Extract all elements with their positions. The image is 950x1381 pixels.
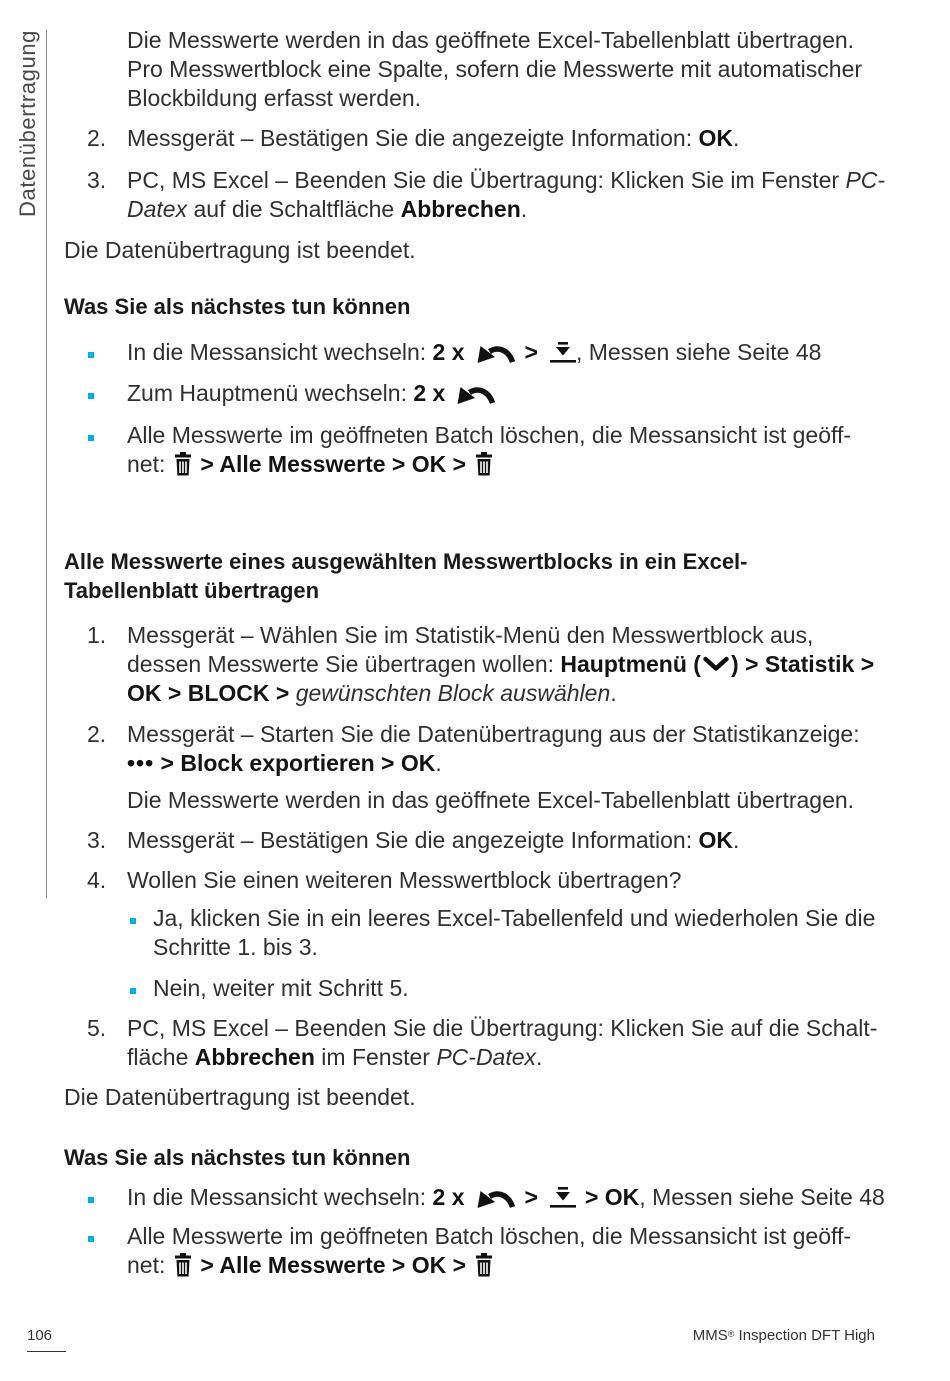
step-instruction: PC, MS Excel – Beenden Sie die Übertragung: Klicken Sie im Fenster <box>127 167 846 193</box>
step-instruction: im Fenster <box>314 1044 437 1070</box>
step-number: 1. <box>87 622 107 648</box>
page-number: 106 <box>27 1327 53 1344</box>
step-5 <box>87 1014 878 1072</box>
side-rule <box>46 30 47 898</box>
step-text <box>127 679 874 708</box>
step-number: 2. <box>87 125 107 151</box>
product-name <box>693 1326 875 1346</box>
item-text: Alle Messwerte im geöffneten Batch löschen, die Messansicht ist geöff- <box>127 422 852 448</box>
step-text <box>127 195 885 224</box>
more-menu-symbol: ••• <box>127 750 155 776</box>
bullet <box>130 988 136 994</box>
step-text <box>127 1043 877 1072</box>
step-text <box>127 166 885 195</box>
item-instruction: net: <box>127 1252 166 1278</box>
option-yes <box>153 904 875 962</box>
menu-path: ) > Statistik > <box>730 651 875 677</box>
step-3 <box>87 826 740 855</box>
step1-continuation <box>127 26 862 113</box>
step-number: 4. <box>87 867 107 893</box>
text-line: Die Messwerte werden in das geöffnete Excel-Tabellenblatt übertragen. <box>127 27 855 53</box>
option-text: Schritte 1. bis 3. <box>153 934 318 960</box>
product-brand: MMS <box>692 1327 728 1344</box>
bullet <box>88 1197 94 1203</box>
step-text <box>127 749 860 778</box>
item-instruction: net: <box>127 451 166 477</box>
trash-icon <box>475 1253 493 1277</box>
step-hint: gewünschten Block auswählen <box>295 680 611 706</box>
step-number: 2. <box>87 721 107 747</box>
registered-mark: ® <box>727 1329 735 1339</box>
menu-path: > Alle Messwerte > OK > <box>200 451 467 477</box>
section-heading <box>64 547 748 605</box>
chapter-side-tab: Datenübertragung <box>15 30 40 217</box>
step-2-result: Die Messwerte werden in das geöffnete Excel-Tabellenblatt übertragen. <box>127 787 855 813</box>
page-reference: , Messen siehe Seite 48 <box>639 1184 885 1210</box>
list-item <box>127 379 495 408</box>
step-number: 5. <box>87 1015 107 1041</box>
punctuation: . <box>536 1044 543 1070</box>
chevron-down-icon <box>703 656 729 672</box>
item-instruction: In die Messansicht wechseln: <box>127 1184 433 1210</box>
step-4 <box>87 866 682 895</box>
text-line: Blockbildung erfasst werden. <box>127 85 422 111</box>
list-item <box>127 338 821 367</box>
step-instruction: auf die Schaltfläche <box>187 196 401 222</box>
measure-view-icon <box>550 1185 576 1209</box>
step-3 <box>87 166 886 224</box>
step-text <box>127 124 739 153</box>
item-instruction: In die Messansicht wechseln: <box>127 339 433 365</box>
step-2 <box>87 720 860 778</box>
menu-path: OK > BLOCK > <box>127 680 296 706</box>
step-instruction: Messgerät – Bestätigen Sie die angezeigte Information: <box>127 125 699 151</box>
option-text: Nein, weiter mit Schritt 5. <box>153 975 409 1001</box>
item-text <box>127 379 495 408</box>
step-text: Messgerät – Wählen Sie im Statistik-Menü den Messwertblock aus, <box>127 622 814 648</box>
window-name: Datex <box>127 196 188 222</box>
bullet <box>88 393 94 399</box>
option-text: Ja, klicken Sie in ein leeres Excel-Tabellenfeld und wiederholen Sie die <box>153 905 876 931</box>
menu-path: > OK <box>584 1184 640 1210</box>
step-instruction: dessen Messwerte Sie übertragen wollen: <box>127 651 561 677</box>
window-name: PC-Datex <box>436 1044 537 1070</box>
step-text <box>127 650 874 679</box>
option-no <box>153 974 409 1003</box>
bullet <box>88 1236 94 1242</box>
step-number: 3. <box>87 167 107 193</box>
list-item <box>127 1222 851 1280</box>
heading-line: Alle Messwerte eines ausgewählten Messwertblocks in ein Excel- <box>64 549 748 574</box>
step-instruction: fläche <box>127 1044 195 1070</box>
item-text <box>127 1251 851 1280</box>
product-model: Inspection DFT High <box>734 1327 875 1344</box>
back-icon <box>475 1185 515 1209</box>
measure-view-icon <box>550 340 576 364</box>
list-item <box>127 421 851 479</box>
bullet <box>88 352 94 358</box>
trash-icon <box>475 452 493 476</box>
page-number-underline <box>27 1351 66 1352</box>
punctuation: . <box>520 196 528 222</box>
separator: > <box>524 1184 538 1210</box>
trash-icon <box>174 452 192 476</box>
next-steps-heading: Was Sie als nächstes tun können <box>64 1145 411 1170</box>
menu-path: > Alle Messwerte > OK > <box>200 1252 467 1278</box>
press-count: 2 x <box>432 1184 465 1210</box>
item-text <box>127 450 851 479</box>
next-steps-heading: Was Sie als nächstes tun können <box>64 294 411 319</box>
press-count: 2 x <box>432 339 465 365</box>
step-text: Wollen Sie einen weiteren Messwertblock übertragen? <box>127 867 682 893</box>
page-reference: , Messen siehe Seite 48 <box>575 339 822 365</box>
cancel-label: Abbrechen <box>194 1044 315 1070</box>
bullet <box>130 918 136 924</box>
step-number: 3. <box>87 827 107 853</box>
result-text: Die Datenübertragung ist beendet. <box>64 237 416 263</box>
step-1 <box>87 621 875 708</box>
punctuation: . <box>733 827 740 853</box>
press-count: 2 x <box>413 380 446 406</box>
menu-path: Hauptmenü ( <box>560 651 701 677</box>
item-text <box>127 338 821 367</box>
window-name: PC- <box>845 167 886 193</box>
menu-path: > Block exportieren > OK <box>154 750 436 776</box>
back-icon <box>455 381 495 405</box>
step-text <box>127 826 739 855</box>
punctuation: . <box>610 680 617 706</box>
bullet <box>88 435 94 441</box>
step-text: Messgerät – Starten Sie die Datenübertragung aus der Statistikanzeige: <box>127 721 860 747</box>
back-icon <box>475 340 515 364</box>
item-instruction: Zum Hauptmenü wechseln: <box>127 380 414 406</box>
ok-label: OK <box>698 125 734 151</box>
item-text <box>127 1183 885 1212</box>
punctuation: . <box>733 125 740 151</box>
heading-line: Tabellenblatt übertragen <box>64 578 320 603</box>
step-2 <box>87 124 740 153</box>
cancel-label: Abbrechen <box>400 196 521 222</box>
step-instruction: Messgerät – Bestätigen Sie die angezeigte Information: <box>127 827 699 853</box>
separator: > <box>524 339 538 365</box>
step-text: PC, MS Excel – Beenden Sie die Übertragung: Klicken Sie auf die Schalt- <box>127 1015 878 1041</box>
punctuation: . <box>435 750 442 776</box>
ok-label: OK <box>698 827 734 853</box>
trash-icon <box>174 1253 192 1277</box>
text-line: Pro Messwertblock eine Spalte, sofern die Messwerte mit automatischer <box>127 56 863 82</box>
item-text: Alle Messwerte im geöffneten Batch löschen, die Messansicht ist geöff- <box>127 1223 852 1249</box>
list-item <box>127 1183 885 1212</box>
result-text: Die Datenübertragung ist beendet. <box>64 1084 416 1110</box>
